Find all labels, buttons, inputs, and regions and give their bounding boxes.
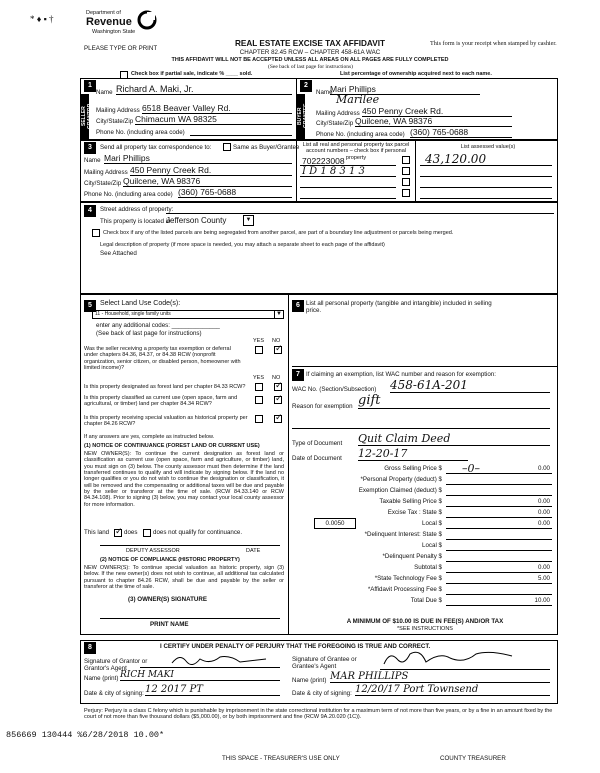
tax-row-value: 10.00 [534,597,550,604]
grantor-signature [170,653,270,667]
current-use-no-checkbox[interactable] [274,396,282,404]
tp-mailing-label: Mailing Address [84,169,128,176]
buyer-name-label: Name [316,89,333,96]
tp-phone: (360) 765-0688 [178,187,292,198]
print-name-label: PRINT NAME [150,621,189,628]
parcel-header: List all real and personal property tax parcel account numbers – check box if personal property [302,142,410,161]
grantor-date-label: Date & city of signing: [84,690,144,697]
tp-name-label: Name [84,157,101,164]
recording-stamp: 856669 130444 %6/28/2018 10.00* [6,730,165,740]
tax-row-label: *Delinquent Interest: State $ [364,531,442,538]
county-value: Jefferson County [166,216,227,225]
dept-line2: Revenue [86,16,132,28]
parcel-personal-checkbox-3[interactable] [402,178,410,186]
notice1-title: (1) NOTICE OF CONTINUANCE (FOREST LAND OR CURRENT USE) [84,443,260,449]
historic-question: Is this property receiving special valuation as historical property per chapter 84.26 RCW? [84,415,248,428]
seller-city-label: City/State/Zip [96,118,134,125]
if-yes-note: If any answers are yes, complete as instructed below. [84,434,215,440]
tax-row-label: Gross Selling Price $ [384,465,442,472]
tp-name: Mari Phillips [104,153,292,164]
same-as-buyer-label: Same as Buyer/Grantee [233,144,300,151]
tax-row-label: Local $ [422,542,442,549]
deputy-assessor: DEPUTY ASSESSOR [126,548,180,554]
section-8-badge: 8 [84,642,96,654]
exemption-question: Was the seller receiving a property tax exemption or deferral under chapters 84.36, 84.37, or 84.38 RCW (nonprofit organization, senior citizen, or disabled person, homeowner with limited income)? [84,346,241,371]
legal-description-value: See Attached [100,250,137,257]
buyer-phone-label: Phone No. (including area code) [316,131,405,138]
chevron-down-icon: ▼ [274,311,283,318]
exemption-yes-checkbox[interactable] [255,346,263,354]
grantee-signature-label: Signature of Grantee or Grantee's Agent [292,656,357,671]
same-as-buyer-checkbox[interactable] [223,143,231,151]
seller-name: Richard A. Maki, Jr. [116,84,292,95]
land-use-code: 11 - Household, single family units [95,311,171,317]
buyer-side-label: BUYER GRANTEE [297,103,309,129]
no-header-1: NO [272,338,281,344]
parcel-number: 702223008 [302,156,345,166]
grantor-date: 12 2017 PT [145,684,280,696]
local-rate-box: 0.0050 [314,518,356,529]
grantee-date-label: Date & city of signing: [292,690,352,697]
section-1-badge: 1 [84,80,96,92]
tp-phone-label: Phone No. (including area code) [84,191,173,198]
notice2-title: (2) NOTICE OF COMPLIANCE (HISTORIC PROPERTY) [100,557,240,563]
corner-marks: * ♦ ▪ † [30,14,54,24]
exemption-no-checkbox[interactable] [274,346,282,354]
no-header-2: NO [272,375,281,381]
seller-phone [190,127,292,136]
yes-header-1: YES [253,338,265,344]
grantor-signature-label: Signature of Grantor or Grantor's Agent [84,658,148,673]
grantee-name-label: Name (print) [292,677,327,684]
grantor-name-label: Name (print) [84,675,119,682]
this-land-label: This land [84,529,110,536]
dor-logo-icon [136,10,158,30]
seller-mailing: 6518 Beaver Valley Rd. [142,103,292,114]
buyer-city-label: City/State/Zip [316,120,354,127]
tax-row-value: 5.00 [537,575,550,582]
seller-mailing-label: Mailing Address [96,107,140,114]
personal-property-text: List all personal property (tangible and intangible) included in selling price. [306,300,492,315]
wac-value: 458-61A-201 [390,378,550,393]
partial-sale-label: Check box if partial sale, indicate % ____ sold. [131,71,253,77]
does-label: does [124,529,138,536]
certify-text: I CERTIFY UNDER PENALTY OF PERJURY THAT THE FOREGOING IS TRUE AND CORRECT. [160,643,431,650]
doc-type-value: Quit Claim Deed [358,432,550,446]
parcel-handwritten: I D 1 8 3 1 3 [302,166,365,177]
does-checkbox[interactable] [114,529,122,537]
dept-line1: Department of [86,10,121,16]
tax-row-label: Local $ [422,520,442,527]
buyer-phone: (360) 765-0688 [410,127,512,138]
tax-row-label: Total Due $ [410,597,442,604]
tax-row-handwritten: –0– [462,462,480,475]
buyer-mailing-label: Mailing Address [316,110,360,117]
tax-row-label: *Affidavit Processing Fee $ [367,586,442,593]
buyer-mailing: 450 Penny Creek Rd. [362,106,512,117]
dept-line3: Washington State [92,29,136,35]
tax-row-label: Excise Tax : State $ [387,509,442,516]
grantee-name: MAR PHILLIPS [330,671,550,683]
assessed-value: 43,120.00 [425,152,487,166]
tax-row-value: 0.00 [537,465,550,472]
tax-row-label: Exemption Claimed (deduct) $ [358,487,442,494]
tax-row-label: *Personal Property (deduct) $ [360,476,442,483]
notice2-text: NEW OWNER(S): To continue special valuation as historic property, sign (3) below. If the new owner(s) does not wish to continue, all additional tax calculated pursuant to chapter 84.26 RCW, shall be due and payable by the seller or transferor at the time of sale. [84,565,284,590]
tax-row-label: Subtotal $ [414,564,442,571]
perjury-note: Perjury: Perjury is a class C felony which is punishable by imprisonment in the state correctional institution for a maximum term of not more than five years, or by a fine in an amount fixed by the court of not more than five thousand dollars ($5,000.00), or by both imprisonment and fine (RCW 9A.20.020 (1C)). [84,708,553,721]
tax-row-value: 0.00 [537,509,550,516]
tax-calculation-table [292,463,554,613]
legal-description-label: Legal description of property (if more space is needed, you may attach a separate sheet to each page of the affidavit) [100,242,385,248]
tax-row-label: Taxable Selling Price $ [379,498,442,505]
assessed-value-header: List assessed value(s) [460,144,516,150]
historic-yes-checkbox[interactable] [255,415,263,423]
form-warning: THIS AFFIDAVIT WILL NOT BE ACCEPTED UNLESS ALL AREAS ON ALL PAGES ARE FULLY COMPLETED [171,57,449,63]
segregation-label: Check box if any of the listed parcels are being segregated from another parcel, are part of a boundary line adjustment or parcels being merged. [103,230,454,236]
parcel-personal-checkbox-1[interactable] [402,156,410,164]
minimum-due-note: A MINIMUM OF $10.00 IS DUE IN FEE(S) AND/OR TAX [346,618,504,625]
ownership-note: List percentage of ownership acquired next to each name. [340,71,492,77]
historic-no-checkbox[interactable] [274,415,282,423]
tp-city-label: City/State/Zip [84,180,122,187]
county-treasurer-label: COUNTY TREASURER [440,755,506,762]
forest-yes-checkbox[interactable] [255,383,263,391]
buyer-name-handwritten: Marilee [336,93,380,106]
exemption-claim-text: If claiming an exemption, list WAC number and reason for exemption: [306,371,496,378]
section-4-badge: 4 [84,205,96,217]
send-correspondence-label: Send all property tax correspondence to: [100,144,212,151]
buyer-city: Quilcene, WA 98376 [355,116,512,127]
seller-city: Chimacum WA 98325 [135,114,292,125]
dor-logo [84,8,164,42]
tax-row-label: *Delinquent Penalty $ [382,553,442,560]
tax-row-value: 0.00 [537,564,550,571]
form-chapter: CHAPTER 82.45 RCW – CHAPTER 458-61A WAC [239,49,381,56]
tax-row-value: 0.00 [537,498,550,505]
does-not-checkbox[interactable] [143,529,151,537]
county-dropdown[interactable]: ▼ [243,215,254,226]
grantor-name: RICH MAKI [120,670,280,681]
street-address-label: Street address of property: [100,206,174,213]
wac-label: WAC No. (Section/Subsection) [292,386,377,393]
land-use-select[interactable] [92,310,284,319]
receipt-note: This form is your receipt when stamped by cashier. [430,40,557,47]
see-back-note: (See back of last page for instructions) [268,64,353,70]
seller-name-label: Name [96,89,113,96]
additional-codes: enter any additional codes: ______________ [96,322,220,329]
deputy-date: DATE [246,548,261,554]
seller-phone-label: Phone No. (including area code) [96,129,185,136]
type-or-print: PLEASE TYPE OR PRINT [84,45,158,52]
current-use-yes-checkbox[interactable] [255,396,263,404]
doc-date-value: 12-20-17 [358,447,468,461]
segregation-checkbox[interactable] [92,229,100,237]
tax-row-label: *State Technology Fee $ [374,575,442,582]
treasurer-space-label: THIS SPACE - TREASURER'S USE ONLY [222,755,340,762]
forest-no-checkbox[interactable] [274,383,282,391]
section-6-badge: 6 [292,300,304,312]
land-use-label: Select Land Use Code(s): [100,300,181,307]
notice1-text: NEW OWNER(S): To continue the current designation as forest land or classification as current use (open space, farm and agriculture, or timber) land, you must sign on (3) below. The county assessor must then determine if the land transferred continues to qualify and will indicate by signing below. If the land no longer qualifies or you do not wish to continue the designation or classification, it will be removed and the compensating or additional taxes will be due and payable by the seller or transferor at the time of sale. (RCW 84.33.140 or RCW 84.34.108). Prior to signing (3) below, you may contact your local county assessor for more information. [84,451,284,508]
does-not-label: does not qualify for continuance. [153,529,243,536]
see-instructions: *SEE INSTRUCTIONS [397,626,453,632]
buyer-name: Mari Phillips [330,84,480,95]
doc-date-label: Date of Document [292,455,342,462]
section-2-badge: 2 [300,80,312,92]
tp-city: Quilcene, WA 98376 [123,176,292,187]
grantee-signature [380,648,520,668]
current-use-question: Is this property classified as current use (open space, farm and agricultural, or timber) land per chapter 84.34 RCW? [84,395,238,408]
parcel-personal-checkbox-4[interactable] [402,189,410,197]
tax-row-value: 0.00 [537,520,550,527]
yes-header-2: YES [253,375,265,381]
doc-type-label: Type of Document [292,440,343,447]
tp-mailing: 450 Penny Creek Rd. [130,165,292,176]
form-title: REAL ESTATE EXCISE TAX AFFIDAVIT [235,39,385,48]
forest-question: Is this property designated as forest land per chapter 84.33 RCW? [84,384,246,390]
land-use-see-back: (See back of last page for instructions) [96,330,202,337]
located-label: This property is located in [100,218,171,225]
reason-value: gift [358,393,550,409]
parcel-personal-checkbox-2[interactable] [402,167,410,175]
section-5-badge: 5 [84,300,96,312]
reason-label: Reason for exemption [292,403,353,410]
owner-signature-label: (3) OWNER(S) SIGNATURE [128,596,207,603]
grantee-date: 12/20/17 Port Townsend [355,684,550,696]
section-7-badge: 7 [292,369,304,381]
seller-side-label: SELLER GRANTOR [81,103,93,129]
section-3-badge: 3 [84,142,96,154]
